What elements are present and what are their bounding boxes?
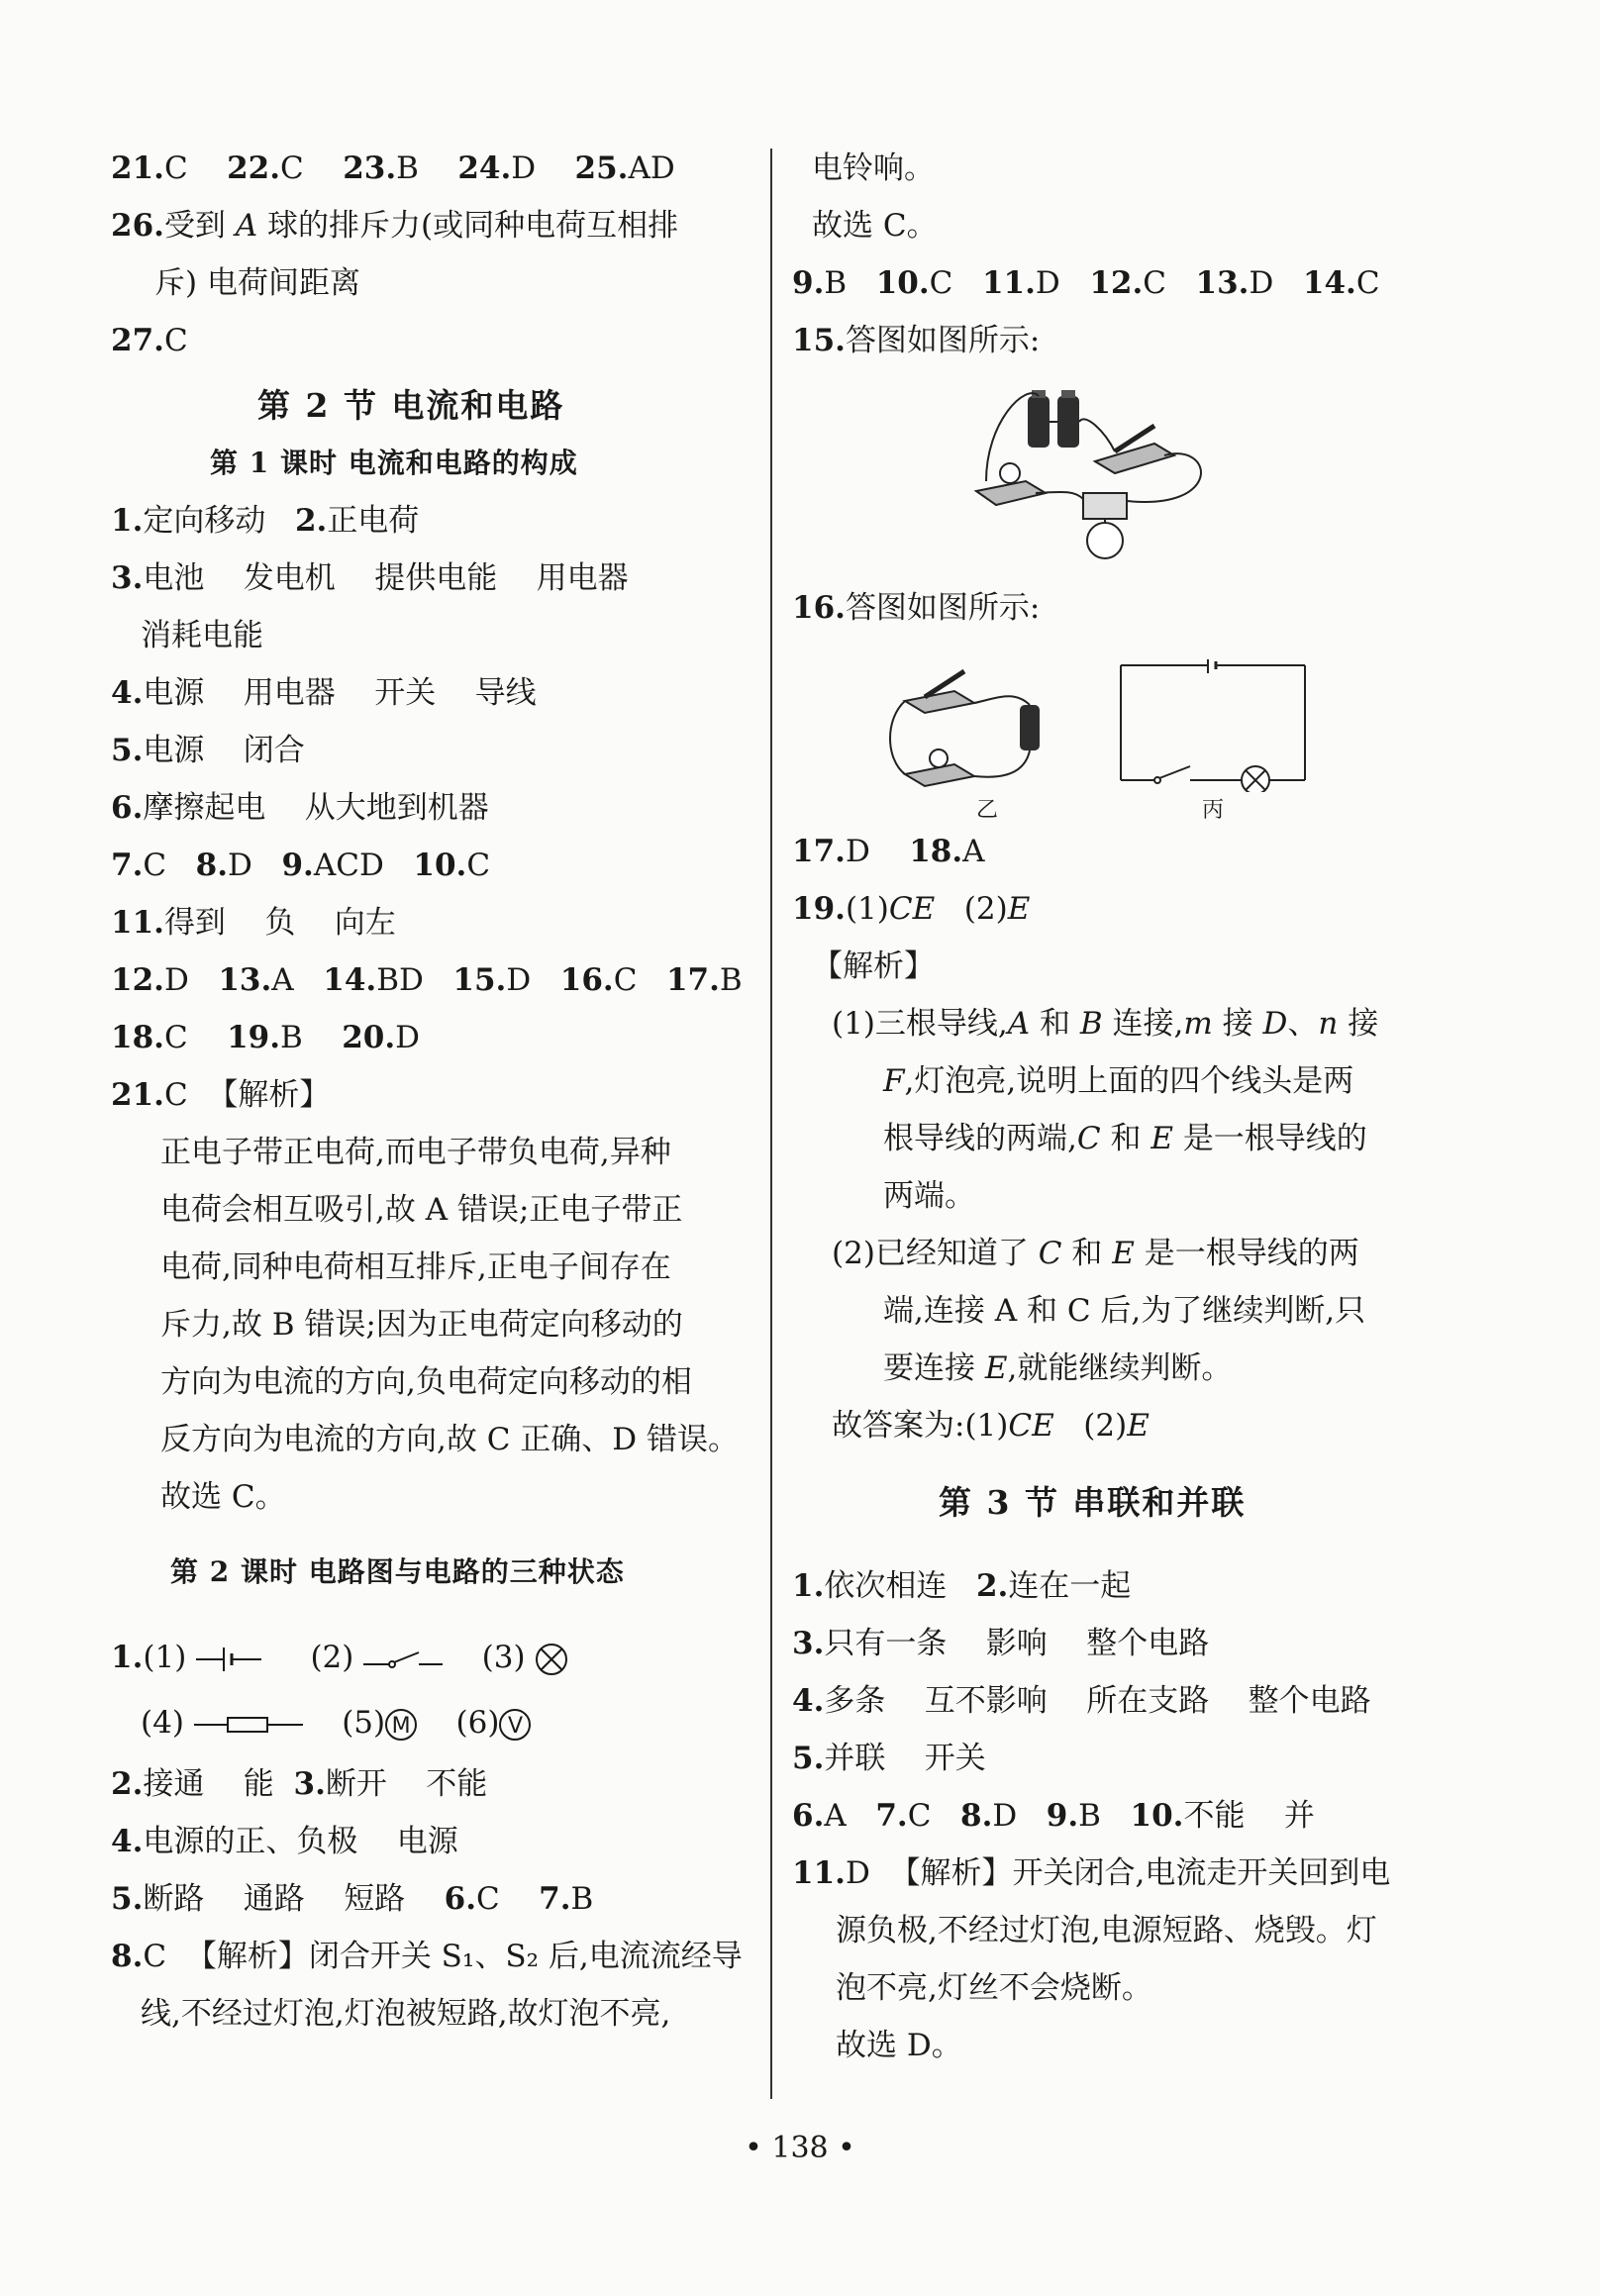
symbols-line: (4) (5) M (6) V — [141, 1703, 531, 1743]
explanation-line: 根导线的两端,C 和 E 是一根导线的 — [883, 1121, 1367, 1156]
motor-symbol-icon: M — [385, 1709, 417, 1741]
answer-line: 3.电池 发电机 提供电能 用电器 — [111, 560, 629, 596]
figure-label: 乙 — [976, 798, 999, 823]
explanation-line: 电荷,同种电荷相互排斥,正电子间存在 — [160, 1249, 671, 1285]
answer-line: 故选 C。 — [812, 208, 938, 244]
explanation-line: F,灯泡亮,说明上面的四个线头是两 — [883, 1063, 1354, 1099]
switch-symbol-icon — [363, 1645, 443, 1674]
explanation-line: 反方向为电流的方向,故 C 正确、D 错误。 — [160, 1422, 739, 1457]
answer-line: 4.电源的正、负极 电源 — [111, 1824, 458, 1859]
explanation-line: 正电子带正电荷,而电子带负电荷,异种 — [160, 1135, 671, 1170]
figure-16-physical-circuit — [885, 649, 1053, 798]
explanation-line: 源负极,不经过灯泡,电源短路、烧毁。灯 — [836, 1913, 1377, 1948]
explanation-line: 故答案为:(1)CE (2)E — [832, 1408, 1150, 1444]
answer-line: 5.电源 闭合 — [111, 733, 305, 768]
answer-line: 27.C — [111, 323, 188, 358]
explanation-line: 端,连接 A 和 C 后,为了继续判断,只 — [883, 1293, 1366, 1329]
answer-line: 3.只有一条 影响 整个电路 — [792, 1626, 1210, 1661]
lesson-title: 第 2 课时 电路图与电路的三种状态 — [170, 1555, 625, 1588]
answer-line: 7.C 8.D 9.ACD 10.C — [111, 848, 491, 883]
answer-line: 21.C 【解析】 — [111, 1077, 331, 1113]
battery-symbol-icon — [196, 1645, 261, 1674]
section-title: 第 2 节 电流和电路 — [257, 386, 565, 425]
answer-line: 16.答图如图所示: — [792, 590, 1041, 626]
answer-line: 15.答图如图所示: — [792, 323, 1041, 358]
explanation-line: 要连接 E,就能继续判断。 — [883, 1350, 1233, 1386]
answer-line: 消耗电能 — [141, 618, 263, 653]
answer-line: 11.D 【解析】开关闭合,电流走开关回到电 — [792, 1855, 1391, 1891]
answer-line: 18.C 19.B 20.D — [111, 1020, 421, 1055]
answer-line: 6.摩擦起电 从大地到机器 — [111, 790, 489, 826]
answer-line: 1.定向移动 2.正电荷 — [111, 503, 420, 539]
answer-line: 21.C 22.C 23.B 24.D 25.AD — [111, 150, 675, 186]
explanation-line: (2)已经知道了 C 和 E 是一根导线的两 — [832, 1236, 1359, 1271]
figure-label: 丙 — [1202, 798, 1225, 823]
explanation-line: (1)三根导线,A 和 B 连接,m 接 D、n 接 — [832, 1006, 1379, 1042]
answer-line: 4.电源 用电器 开关 导线 — [111, 675, 537, 711]
answer-line: 6.A 7.C 8.D 9.B 10.不能 并 — [792, 1798, 1315, 1834]
explanation-line: 方向为电流的方向,负电荷定向移动的相 — [160, 1364, 692, 1400]
lesson-title: 第 1 课时 电流和电路的构成 — [210, 447, 578, 479]
figure-16-circuit-diagram — [1119, 659, 1307, 792]
explanation-line: 电荷会相互吸引,故 A 错误;正电子带正 — [160, 1192, 683, 1228]
column-divider — [770, 149, 772, 2099]
figure-15-circuit — [966, 382, 1263, 570]
answer-line: 9.B 10.C 11.D 12.C 13.D 14.C — [792, 265, 1380, 301]
explanation-line: 泡不亮,灯丝不会烧断。 — [836, 1970, 1152, 2006]
resistor-symbol-icon — [194, 1712, 303, 1738]
answer-line: 5.断路 通路 短路 6.C 7.B — [111, 1881, 594, 1917]
explanation-line: 斥力,故 B 错误;因为正电荷定向移动的 — [160, 1307, 683, 1343]
answer-line: 2.接通 能 3.断开 不能 — [111, 1766, 488, 1802]
answer-line: 26.受到 A 球的排斥力(或同种电荷互相排 — [111, 208, 679, 244]
analysis-tag: 【解析】 — [812, 948, 935, 984]
answer-line: 斥) 电荷间距离 — [154, 265, 360, 301]
page-number: • 138 • — [745, 2131, 855, 2165]
answer-line: 线,不经过灯泡,灯泡被短路,故灯泡不亮, — [141, 1996, 671, 2032]
answer-line: 4.多条 互不影响 所在支路 整个电路 — [792, 1683, 1371, 1719]
explanation-line: 两端。 — [883, 1178, 975, 1214]
voltmeter-symbol-icon: V — [499, 1709, 531, 1741]
explanation-line: 故选 C。 — [160, 1479, 286, 1515]
answer-line: 17.D 18.A — [792, 834, 985, 869]
answer-line: 19.(1)CE (2)E — [792, 891, 1031, 927]
explanation-line: 故选 D。 — [836, 2028, 962, 2063]
answer-line: 11.得到 负 向左 — [111, 905, 396, 941]
answer-line: 电铃响。 — [812, 150, 935, 186]
answer-line: 1.依次相连 2.连在一起 — [792, 1568, 1132, 1604]
answer-line: 12.D 13.A 14.BD 15.D 16.C 17.B — [111, 962, 743, 998]
symbols-line: 1.(1) (2) (3) — [111, 1638, 568, 1677]
section-title: 第 3 节 串联和并联 — [939, 1483, 1247, 1522]
answer-line: 8.C 【解析】闭合开关 S₁、S₂ 后,电流流经导 — [111, 1939, 743, 1974]
lamp-symbol-icon — [535, 1643, 568, 1676]
answer-line: 5.并联 开关 — [792, 1741, 986, 1776]
